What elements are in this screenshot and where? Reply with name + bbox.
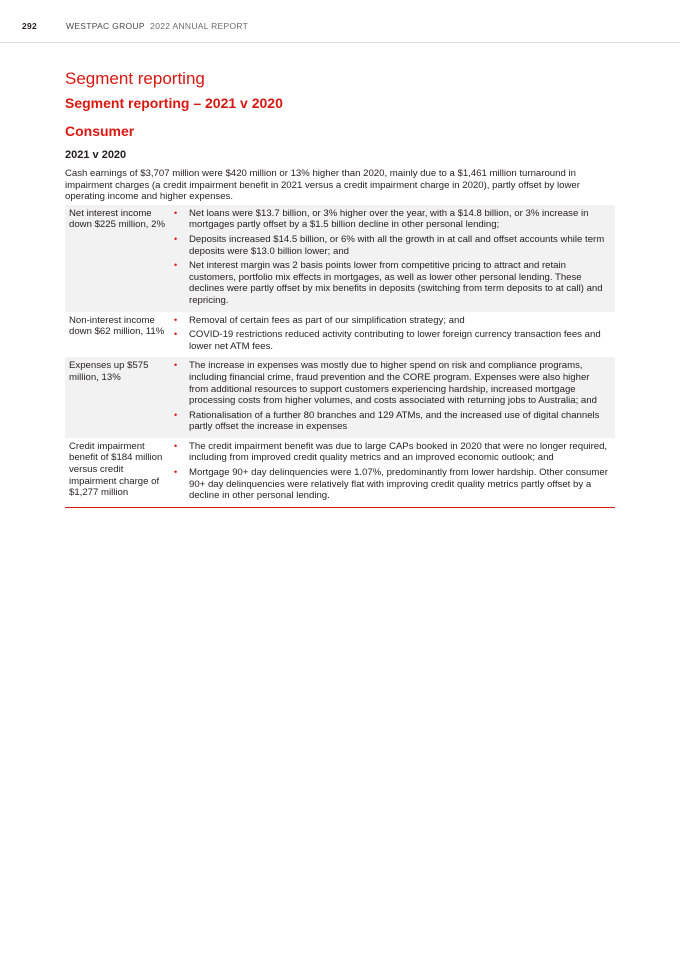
list-item: • Mortgage 90+ day delinquencies were 1.07%, predominantly from lower hardship. Other consumer 90+ day delinquencies were relatively flat with improving credit quality metrics partly offset by a decline in other personal lending. (170, 467, 611, 502)
bullet-icon: • (174, 314, 178, 325)
list-item: • Net loans were $13.7 billion, or 3% higher over the year, with a $14.8 billion, or 3% increase in mortgages partly offset by a $1.5 billion decline in other personal lending; (170, 208, 611, 231)
bullet-icon: • (174, 440, 178, 451)
list-item: • Rationalisation of a further 80 branches and 129 ATMs, and the increased use of digital channels partly offset the increase in expenses (170, 410, 611, 433)
report-title (66, 21, 248, 31)
segment-title: Consumer (65, 123, 135, 139)
row-bullets (170, 205, 615, 312)
intro-paragraph: Cash earnings of $3,707 million were $420 million or 13% higher than 2020, mainly due to a $1,461 million turnaround in impairment charges (a credit impairment benefit in 2021 versus a credit impairment charge in 2020), partly offset by lower operating income and higher expenses. (65, 168, 580, 203)
page-header (0, 0, 680, 43)
segment-table (65, 205, 615, 508)
list-item: • The credit impairment benefit was due to large CAPs booked in 2020 that were no longer required, including from improved credit quality metrics and an improved economic outlook; and (170, 441, 611, 464)
row-label: Non-interest income down $62 million, 11% (69, 314, 165, 338)
list-item: • Net interest margin was 2 basis points lower from competitive pricing to attract and retain customers, portfolio mix effects in mortgages, as well as lower other personal lending. These declines were partly offset by mix benefits in deposits (switching from term deposits to at call) and repricing. (170, 260, 611, 306)
table-row (65, 357, 615, 438)
bullet-icon: • (174, 207, 178, 218)
list-item: • Deposits increased $14.5 billion, or 6% with all the growth in at call and offset accounts while term deposits were $13.0 billion lower; and (170, 234, 611, 257)
bullet-icon: • (174, 409, 178, 420)
row-bullets (170, 357, 615, 438)
subsection-title: Segment reporting – 2021 v 2020 (65, 95, 283, 111)
row-bullets (170, 438, 615, 507)
list-item: • COVID-19 restrictions reduced activity contributing to lower foreign currency transaction fees and lower net ATM fees. (170, 329, 611, 352)
report-name: 2022 ANNUAL REPORT (150, 21, 249, 31)
row-bullets (170, 312, 615, 358)
period-heading: 2021 v 2020 (65, 149, 127, 161)
table-row (65, 438, 615, 507)
bullet-icon: • (174, 467, 178, 478)
bullet-icon: • (174, 260, 178, 271)
bullet-icon: • (174, 233, 178, 244)
page-number: 292 (22, 21, 38, 31)
bullet-icon: • (174, 329, 178, 340)
list-item: • Removal of certain fees as part of our simplification strategy; and (170, 315, 611, 327)
table-row (65, 312, 615, 358)
list-item: • The increase in expenses was mostly due to higher spend on risk and compliance programs, including financial crime, fraud prevention and the CORE program. Expenses were also higher from additional resources to support customers experiencing hardship, increased mortgage processing costs from higher volumes, and costs associated with returning jobs to Australia; and (170, 360, 611, 406)
row-label: Credit impairment benefit of $184 million versus credit impairment charge of $1,277 million (69, 440, 163, 499)
bullet-icon: • (174, 360, 178, 371)
section-title: Segment reporting (65, 69, 205, 88)
company-name: WESTPAC GROUP (66, 21, 145, 31)
row-label: Net interest income down $225 million, 2% (69, 207, 165, 231)
main-content (65, 68, 615, 508)
table-row (65, 205, 615, 312)
row-label: Expenses up $575 million, 13% (69, 360, 149, 383)
